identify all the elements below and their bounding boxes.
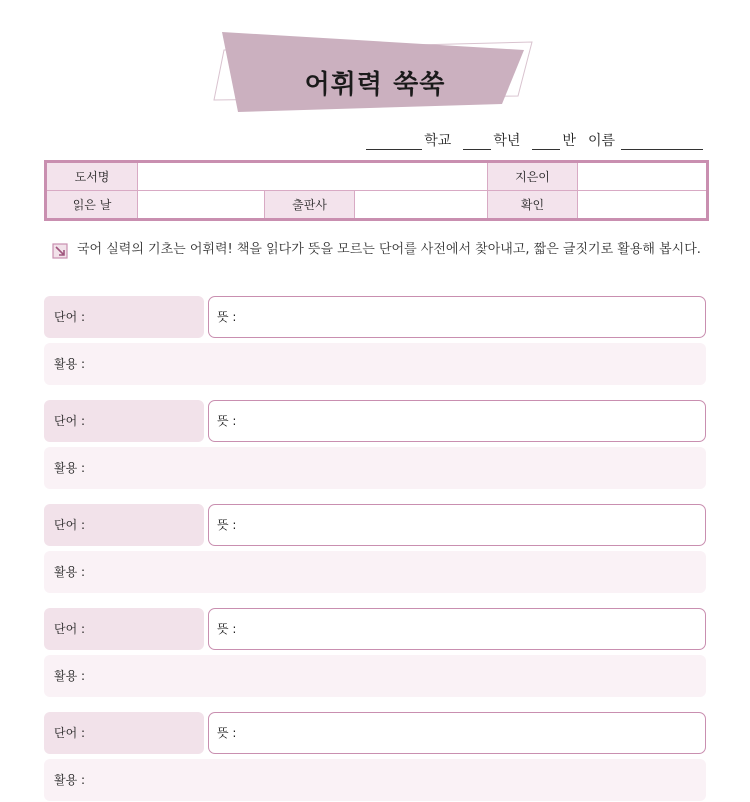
publisher-field[interactable]: [355, 191, 488, 220]
meaning-label: 뜻 :: [217, 622, 237, 636]
meaning-label: 뜻 :: [217, 310, 237, 324]
usage-label: 활용 :: [54, 565, 86, 579]
arrow-icon: [52, 243, 68, 259]
grade-label: 학년: [493, 133, 521, 149]
read-date-field[interactable]: [138, 191, 265, 220]
usage-field[interactable]: [44, 343, 706, 385]
meaning-label: 뜻 :: [217, 726, 237, 740]
usage-field[interactable]: [44, 447, 706, 489]
meaning-field[interactable]: [208, 504, 706, 546]
name-blank[interactable]: [621, 133, 703, 150]
confirm-field[interactable]: [578, 191, 708, 220]
word-label: 단어 :: [54, 518, 86, 532]
meaning-field[interactable]: [208, 608, 706, 650]
book-title-field[interactable]: [138, 162, 488, 191]
meaning-field[interactable]: [208, 712, 706, 754]
usage-label: 활용 :: [54, 461, 86, 475]
usage-label: 활용 :: [54, 669, 86, 683]
school-blank[interactable]: [366, 133, 422, 150]
word-card: [44, 400, 706, 490]
word-field[interactable]: [44, 712, 204, 754]
usage-field[interactable]: [44, 655, 706, 697]
usage-label: 활용 :: [54, 773, 86, 787]
school-label: 학교: [424, 133, 452, 149]
meaning-field[interactable]: [208, 400, 706, 442]
word-card: [44, 608, 706, 698]
word-label: 단어 :: [54, 310, 86, 324]
title-banner: [210, 28, 540, 118]
usage-field[interactable]: [44, 551, 706, 593]
word-field[interactable]: [44, 400, 204, 442]
name-label: 이름: [587, 133, 615, 149]
word-card: [44, 296, 706, 386]
word-card: [44, 504, 706, 594]
word-label: 단어 :: [54, 414, 86, 428]
read-date-label: 읽은 날: [46, 191, 138, 220]
book-title-label: 도서명: [46, 162, 138, 191]
meaning-label: 뜻 :: [217, 414, 237, 428]
author-field[interactable]: [578, 162, 708, 191]
book-info-table: [44, 160, 709, 221]
word-label: 단어 :: [54, 726, 86, 740]
grade-blank[interactable]: [463, 133, 491, 150]
word-field[interactable]: [44, 296, 204, 338]
usage-label: 활용 :: [54, 357, 86, 371]
word-label: 단어 :: [54, 622, 86, 636]
author-label: 지은이: [488, 162, 578, 191]
student-info: [364, 130, 705, 150]
class-label: 반: [562, 133, 576, 149]
confirm-label: 확인: [488, 191, 578, 220]
publisher-label: 출판사: [265, 191, 355, 220]
page-title: 어휘력 쑥쑥: [304, 70, 446, 100]
meaning-field[interactable]: [208, 296, 706, 338]
meaning-label: 뜻 :: [217, 518, 237, 532]
word-card: [44, 712, 706, 802]
usage-field[interactable]: [44, 759, 706, 801]
instruction-text: 국어 실력의 기초는 어휘력! 책을 읽다가 뜻을 모르는 단어를 사전에서 찾아내고, 짧은 글짓기로 활용해 봅시다.: [77, 242, 701, 257]
word-field[interactable]: [44, 608, 204, 650]
word-field[interactable]: [44, 504, 204, 546]
class-blank[interactable]: [532, 133, 560, 150]
